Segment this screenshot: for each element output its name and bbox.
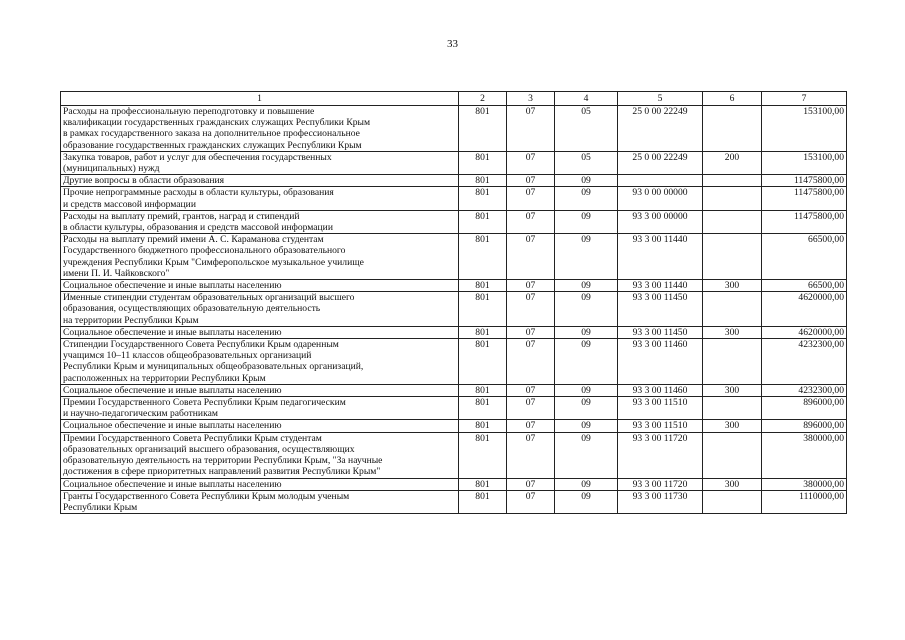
subsection-code-cell: 09 [555,187,618,210]
target-article-cell [618,175,703,187]
table-row [61,106,847,152]
target-article-cell: 93 3 00 11440 [618,234,703,280]
expense-type-cell [703,339,762,385]
amount-cell: 4620000,00 [762,292,847,327]
amount-cell: 11475800,00 [762,187,847,210]
ved-code-cell: 801 [459,326,507,338]
table-row [61,280,847,292]
subsection-code-cell: 09 [555,432,618,478]
section-code-cell: 07 [507,187,555,210]
subsection-code-cell: 09 [555,478,618,490]
header-col-1: 1 [61,92,459,106]
ved-code-cell: 801 [459,175,507,187]
table-row [61,490,847,513]
expense-type-cell: 300 [703,280,762,292]
subsection-code-cell: 09 [555,234,618,280]
ved-code-cell: 801 [459,292,507,327]
section-code-cell: 07 [507,106,555,152]
amount-cell: 4232300,00 [762,339,847,385]
amount-cell: 380000,00 [762,432,847,478]
section-code-cell: 07 [507,384,555,396]
row-name-cell: Прочие непрограммные расходы в области культуры, образования и средств массовой информации [61,187,459,210]
target-article-cell: 93 3 00 00000 [618,210,703,233]
page-number: 33 [447,38,458,50]
row-name-cell: Социальное обеспечение и иные выплаты населению [61,478,459,490]
expense-type-cell: 300 [703,420,762,432]
expense-type-cell [703,397,762,420]
section-code-cell: 07 [507,151,555,174]
expense-type-cell: 300 [703,326,762,338]
row-name-cell: Гранты Государственного Совета Республики Крым молодым ученым Республики Крым [61,490,459,513]
row-name-cell: Расходы на выплату премий имени А. С. Караманова студентам Государственного бюджетного профессионального образовательного учреждения Республики Крым "Симферопольское музыкальное училище имени П. И. Чайковского" [61,234,459,280]
section-code-cell: 07 [507,432,555,478]
section-code-cell: 07 [507,478,555,490]
target-article-cell: 93 0 00 00000 [618,187,703,210]
header-col-2: 2 [459,92,507,106]
section-code-cell: 07 [507,175,555,187]
table-row [61,326,847,338]
header-row [61,92,847,106]
table-row [61,384,847,396]
ved-code-cell: 801 [459,478,507,490]
amount-cell: 11475800,00 [762,210,847,233]
expense-type-cell [703,106,762,152]
subsection-code-cell: 09 [555,326,618,338]
ved-code-cell: 801 [459,234,507,280]
subsection-code-cell: 09 [555,420,618,432]
ved-code-cell: 801 [459,151,507,174]
table-row [61,339,847,385]
amount-cell: 4620000,00 [762,326,847,338]
header-col-3: 3 [507,92,555,106]
section-code-cell: 07 [507,490,555,513]
target-article-cell: 93 3 00 11510 [618,397,703,420]
subsection-code-cell: 09 [555,397,618,420]
subsection-code-cell: 09 [555,210,618,233]
ved-code-cell: 801 [459,432,507,478]
row-name-cell: Социальное обеспечение и иные выплаты населению [61,384,459,396]
ved-code-cell: 801 [459,187,507,210]
subsection-code-cell: 09 [555,339,618,385]
row-name-cell: Другие вопросы в области образования [61,175,459,187]
target-article-cell: 25 0 00 22249 [618,106,703,152]
section-code-cell: 07 [507,234,555,280]
row-name-cell: Премии Государственного Совета Республики Крым студентам образовательных организаций высшего образования, осуществляющих образовательную деятельность на территории Республики Крым, "За научные достижения в сфере приоритетных направлений развития Республики Крым" [61,432,459,478]
table-row [61,420,847,432]
table-header [61,92,847,106]
expense-type-cell [703,175,762,187]
section-code-cell: 07 [507,280,555,292]
target-article-cell: 93 3 00 11720 [618,478,703,490]
ved-code-cell: 801 [459,106,507,152]
expense-type-cell: 300 [703,384,762,396]
amount-cell: 153100,00 [762,151,847,174]
target-article-cell: 93 3 00 11730 [618,490,703,513]
target-article-cell: 93 3 00 11720 [618,432,703,478]
table-row [61,175,847,187]
ved-code-cell: 801 [459,339,507,385]
section-code-cell: 07 [507,210,555,233]
amount-cell: 896000,00 [762,397,847,420]
expense-type-cell [703,432,762,478]
amount-cell: 66500,00 [762,234,847,280]
table-row [61,397,847,420]
table-body [61,106,847,514]
target-article-cell: 93 3 00 11440 [618,280,703,292]
row-name-cell: Социальное обеспечение и иные выплаты населению [61,280,459,292]
expense-type-cell [703,210,762,233]
row-name-cell: Социальное обеспечение и иные выплаты населению [61,326,459,338]
target-article-cell: 93 3 00 11460 [618,339,703,385]
subsection-code-cell: 05 [555,151,618,174]
amount-cell: 896000,00 [762,420,847,432]
section-code-cell: 07 [507,292,555,327]
expense-type-cell [703,187,762,210]
subsection-code-cell: 09 [555,490,618,513]
ved-code-cell: 801 [459,397,507,420]
amount-cell: 380000,00 [762,478,847,490]
table-row [61,187,847,210]
ved-code-cell: 801 [459,384,507,396]
amount-cell: 4232300,00 [762,384,847,396]
subsection-code-cell: 09 [555,384,618,396]
subsection-code-cell: 09 [555,175,618,187]
table-row [61,151,847,174]
row-name-cell: Социальное обеспечение и иные выплаты населению [61,420,459,432]
section-code-cell: 07 [507,326,555,338]
table-row [61,432,847,478]
row-name-cell: Стипендии Государственного Совета Республики Крым одаренным учащимся 10–11 классов общеобразовательных организаций Республики Крым и муниципальных общеобразовательных организаций, расположенных на территории Республики Крым [61,339,459,385]
header-col-5: 5 [618,92,703,106]
row-name-cell: Закупка товаров, работ и услуг для обеспечения государственных (муниципальных) нужд [61,151,459,174]
budget-table [60,91,847,514]
table-row [61,478,847,490]
amount-cell: 11475800,00 [762,175,847,187]
section-code-cell: 07 [507,420,555,432]
ved-code-cell: 801 [459,490,507,513]
header-col-7: 7 [762,92,847,106]
ved-code-cell: 801 [459,420,507,432]
expense-type-cell: 300 [703,478,762,490]
row-name-cell: Расходы на выплату премий, грантов, наград и стипендий в области культуры, образования и средств массовой информации [61,210,459,233]
target-article-cell: 93 3 00 11510 [618,420,703,432]
target-article-cell: 93 3 00 11450 [618,292,703,327]
table-row [61,292,847,327]
amount-cell: 1110000,00 [762,490,847,513]
row-name-cell: Премии Государственного Совета Республики Крым педагогическим и научно-педагогическим работникам [61,397,459,420]
expense-type-cell [703,234,762,280]
amount-cell: 153100,00 [762,106,847,152]
target-article-cell: 25 0 00 22249 [618,151,703,174]
target-article-cell: 93 3 00 11460 [618,384,703,396]
header-col-4: 4 [555,92,618,106]
expense-type-cell [703,490,762,513]
row-name-cell: Расходы на профессиональную переподготовку и повышение квалификации государственных гражданских служащих Республики Крым в рамках государственного заказа на дополнительное профессиональное образование государственных гражданских служащих Республики Крым [61,106,459,152]
section-code-cell: 07 [507,339,555,385]
table-row [61,210,847,233]
ved-code-cell: 801 [459,280,507,292]
amount-cell: 66500,00 [762,280,847,292]
section-code-cell: 07 [507,397,555,420]
subsection-code-cell: 09 [555,292,618,327]
target-article-cell: 93 3 00 11450 [618,326,703,338]
row-name-cell: Именные стипендии студентам образовательных организаций высшего образования, осуществляющих образовательную деятельность на территории Республики Крым [61,292,459,327]
subsection-code-cell: 09 [555,280,618,292]
header-col-6: 6 [703,92,762,106]
subsection-code-cell: 05 [555,106,618,152]
expense-type-cell: 200 [703,151,762,174]
ved-code-cell: 801 [459,210,507,233]
table-row [61,234,847,280]
expense-type-cell [703,292,762,327]
